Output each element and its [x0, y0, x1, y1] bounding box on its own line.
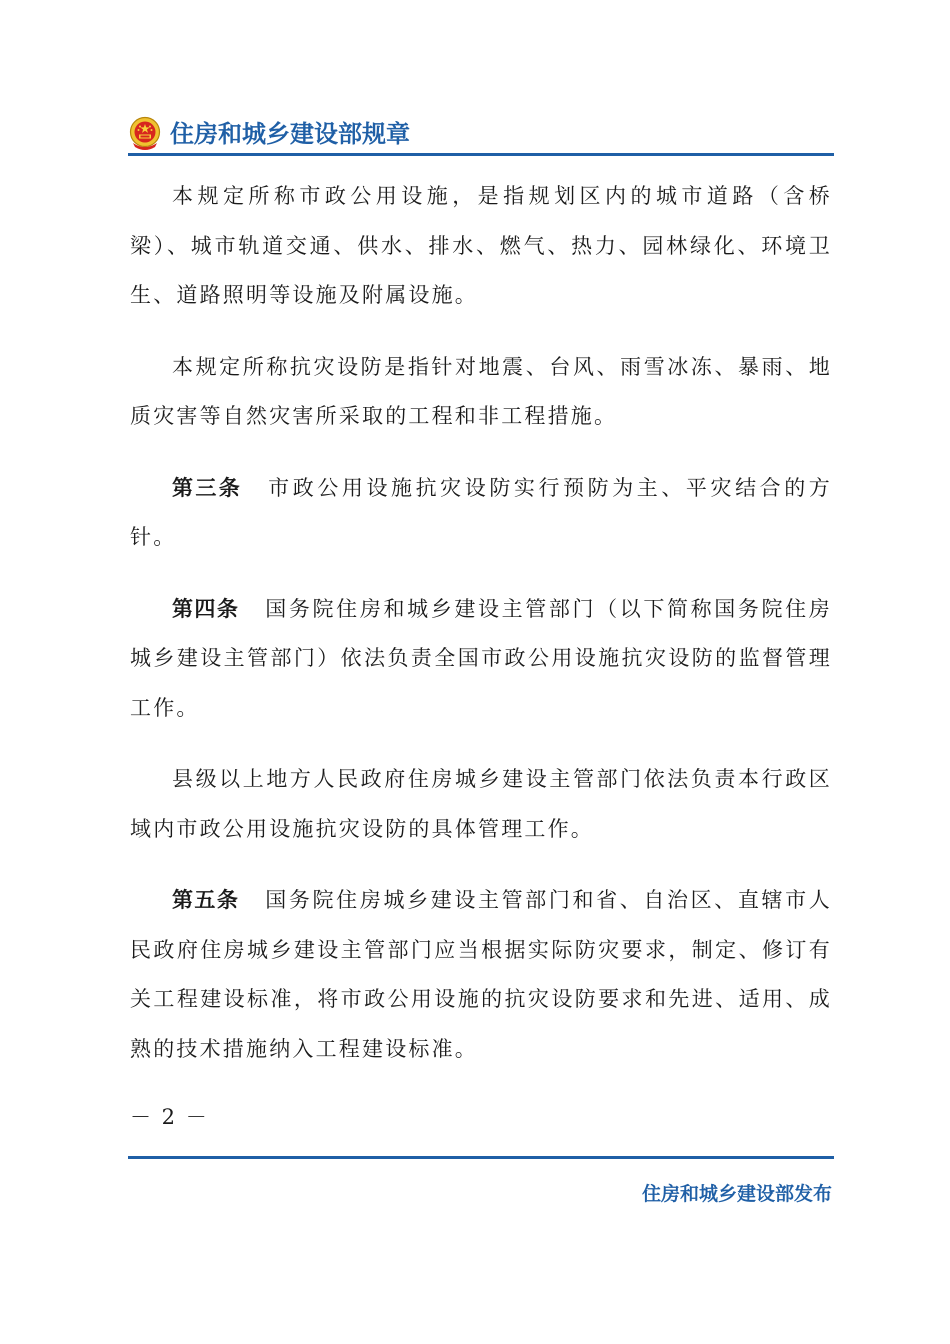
- article-number: 第四条: [172, 596, 240, 621]
- footer-divider: [128, 1156, 834, 1159]
- article-paragraph: [130, 876, 832, 1074]
- paragraph-text: 县级以上地方人民政府住房城乡建设主管部门依法负责本行政区域内市政公用设施抗灾设防的具体管理工作。: [130, 767, 832, 841]
- paragraph-text: 本规定所称市政公用设施，是指规划区内的城市道路（含桥梁）、城市轨道交通、供水、排水、燃气、热力、园林绿化、环境卫生、道路照明等设施及附属设施。: [130, 184, 832, 307]
- paragraph-text: 市政公用设施抗灾设防实行预防为主、平灾结合的方针。: [130, 475, 833, 549]
- header-title: 住房和城乡建设部规章: [170, 120, 410, 148]
- paragraph-text: 国务院住房城乡建设主管部门和省、自治区、直辖市人民政府住房城乡建设主管部门应当根据实际防灾要求，制定、修订有关工程建设标准，将市政公用设施的抗灾设防要求和先进、适用、成熟的技术措施纳入工程建设标准。: [130, 888, 832, 1061]
- national-emblem-icon: [128, 116, 162, 152]
- header-divider: [128, 153, 834, 156]
- document-body: [130, 172, 832, 1096]
- paragraph-text: 本规定所称抗灾设防是指针对地震、台风、雨雪冰冻、暴雨、地质灾害等自然灾害所采取的工程和非工程措施。: [130, 354, 832, 428]
- footer-publisher: 住房和城乡建设部发布: [641, 1183, 832, 1205]
- article-paragraph: [130, 464, 832, 563]
- article-number: 第五条: [172, 888, 240, 912]
- article-paragraph: [130, 585, 832, 734]
- paragraph: [130, 172, 832, 321]
- paragraph: [130, 755, 832, 854]
- article-number: 第三条: [172, 475, 243, 500]
- page-number: － 2 －: [130, 1105, 209, 1129]
- paragraph-text: 国务院住房和城乡建设主管部门（以下简称国务院住房城乡建设主管部门）依法负责全国市政公用设施抗灾设防的监督管理工作。: [130, 596, 832, 720]
- paragraph: [130, 343, 832, 442]
- page-header: [128, 114, 834, 154]
